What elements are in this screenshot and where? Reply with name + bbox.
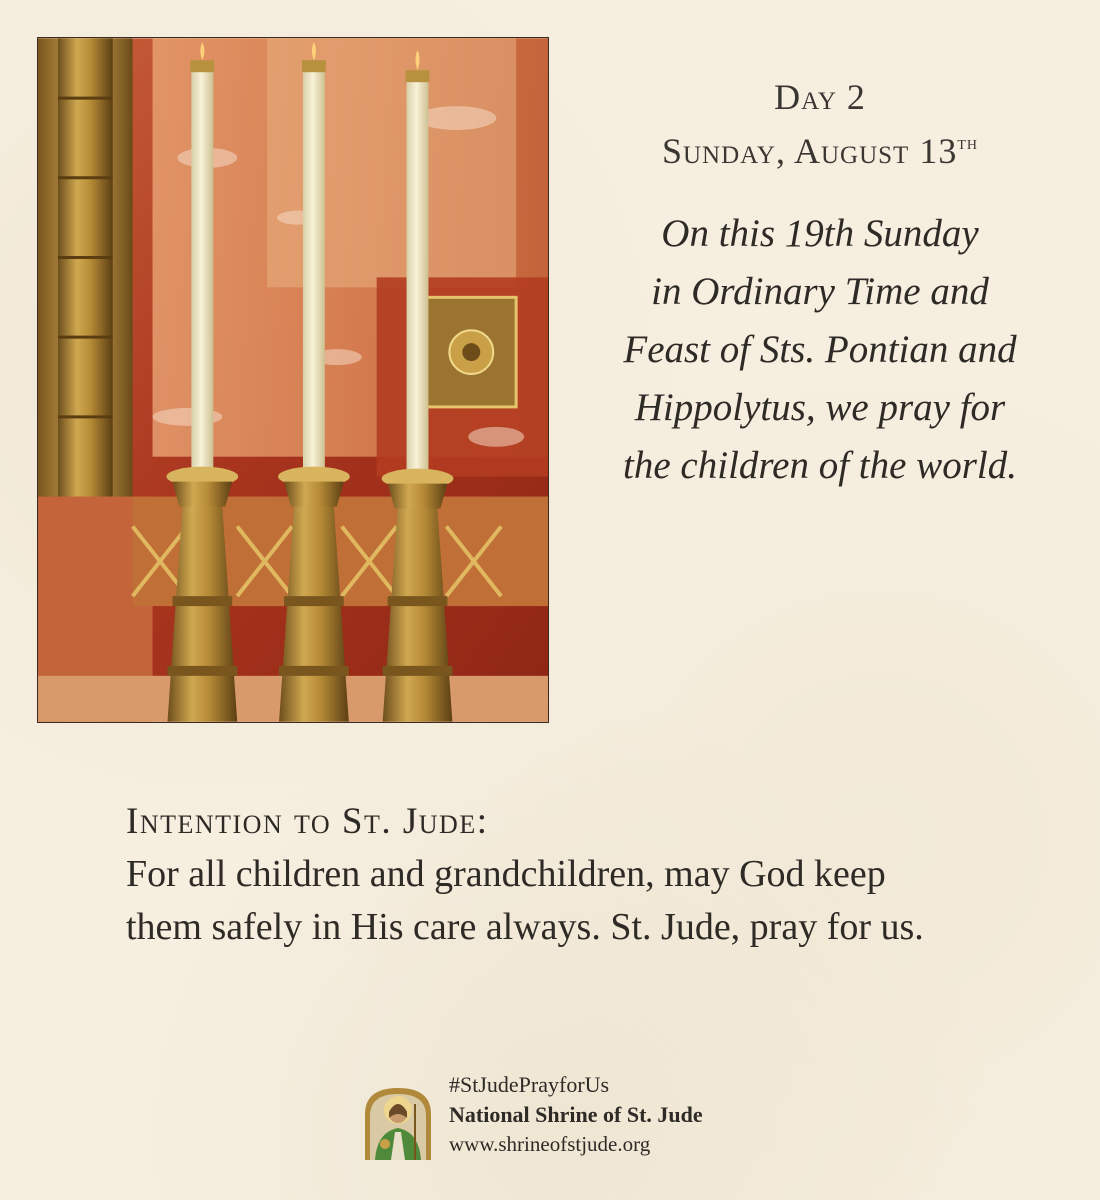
feast-line: the children of the world. [623,444,1017,487]
day-heading [560,76,1080,176]
st-jude-logo-icon [361,1086,435,1160]
footer [361,1064,781,1164]
intention-section [126,796,1076,954]
feast-line: Hippolytus, we pray for [634,386,1006,429]
shrine-name: National Shrine of St. Jude [449,1102,703,1127]
intention-title: Intention to St. Jude: [126,801,489,842]
date-label [560,118,1080,176]
day-label: Day 2 [774,77,866,117]
feast-line: in Ordinary Time and [651,270,989,313]
intention-line: them safely in His care always. St. Jude, pray for us. [126,906,924,948]
feast-line: On this 19th Sunday [661,212,979,255]
date-suffix: th [957,132,979,154]
feast-line: Feast of Sts. Pontian and [623,328,1017,371]
hashtag: #StJudePrayforUs [449,1072,610,1097]
intention-line: For all children and grandchildren, may God keep [126,853,886,895]
website-url: www.shrineofstjude.org [449,1132,651,1156]
altar-candles-photo [37,37,549,723]
date-text: Sunday, August 13 [661,131,958,171]
feast-description [570,205,1070,495]
footer-text [449,1070,703,1158]
